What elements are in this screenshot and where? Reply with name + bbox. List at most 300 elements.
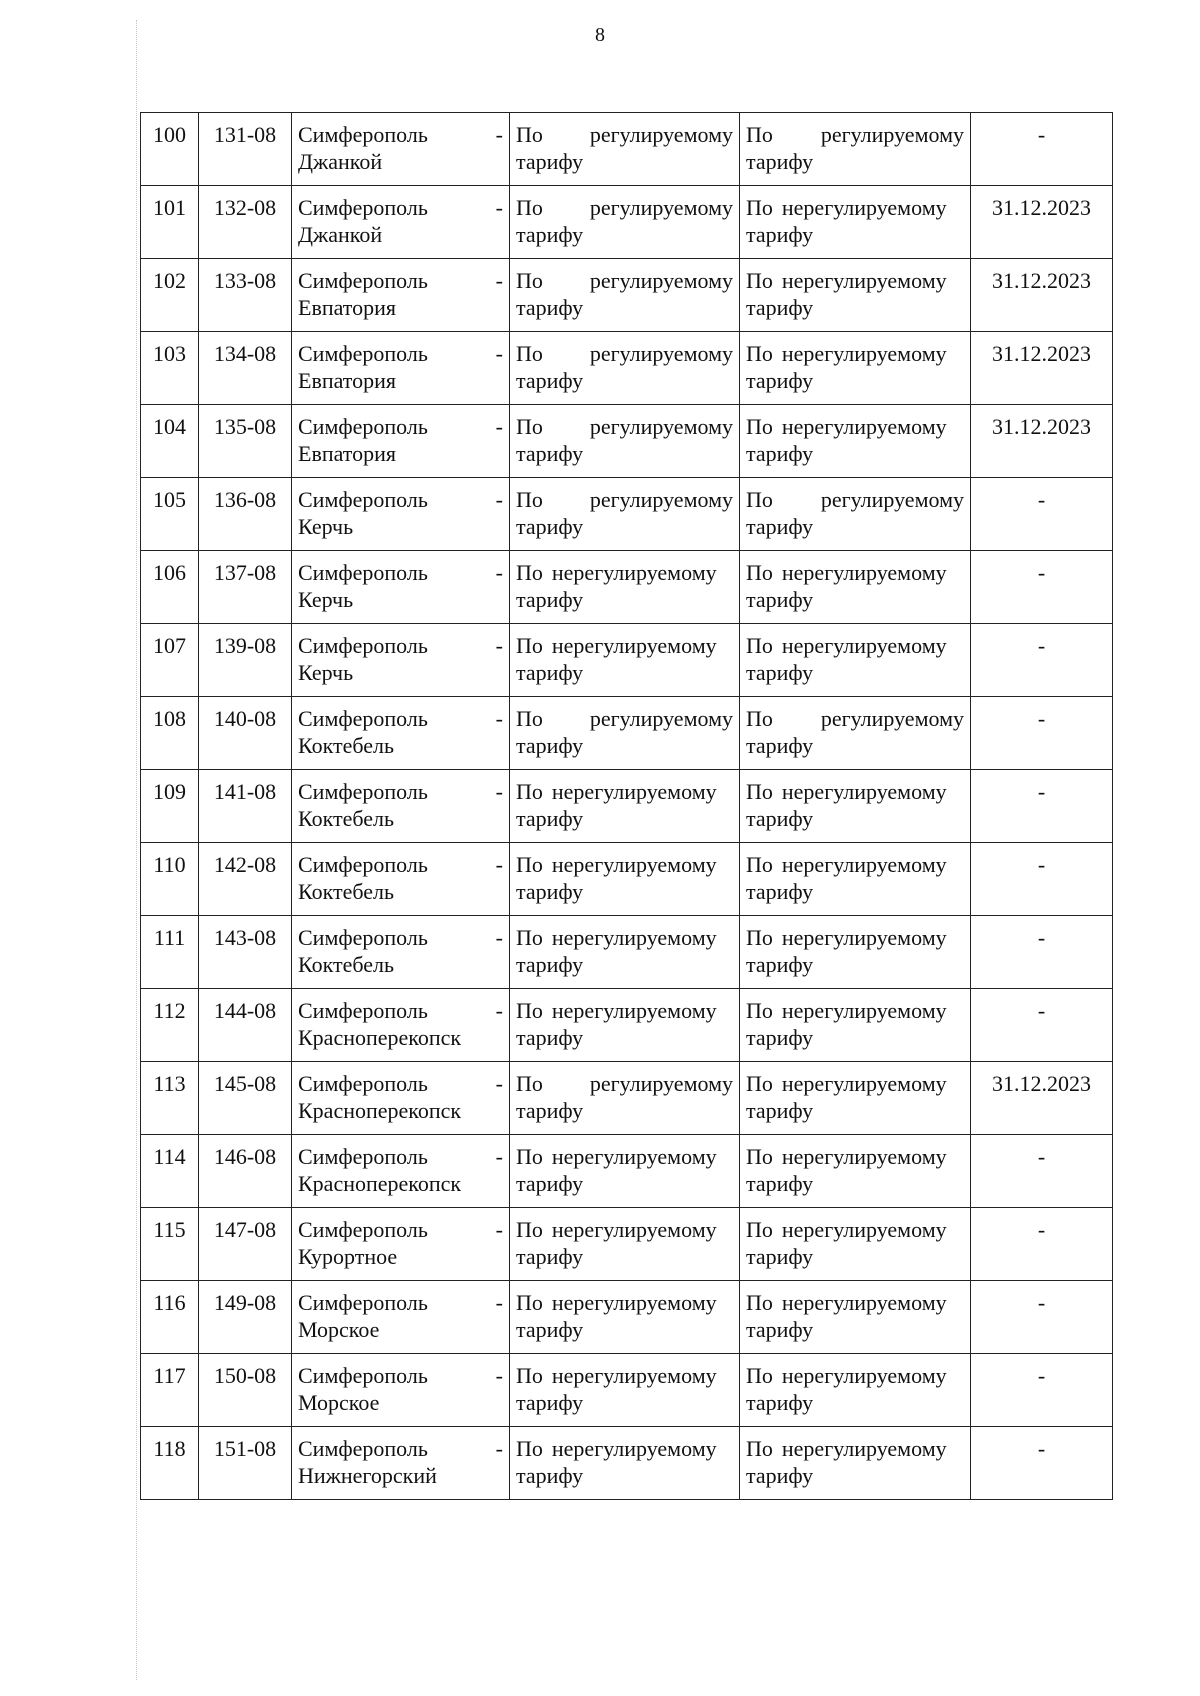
end-date: - [1037, 1436, 1046, 1461]
row-number-cell [141, 989, 199, 1062]
tariff-word: По [746, 706, 773, 731]
route-code: 144-08 [213, 998, 277, 1023]
tariff-tail: тарифу [746, 514, 814, 539]
route-from: Симферополь [298, 1144, 428, 1169]
row-number-cell [141, 1281, 199, 1354]
route-to: Морское [298, 1390, 380, 1415]
tariff-kind: нерегулируемому [551, 1144, 717, 1169]
end-date: 31.12.2023 [992, 1071, 1091, 1096]
route-code: 151-08 [213, 1436, 277, 1461]
row-number: 105 [153, 487, 186, 512]
tariff-kind: нерегулируемому [781, 195, 947, 220]
row-number-cell [141, 1354, 199, 1427]
route-code: 140-08 [213, 706, 277, 731]
route-from: Симферополь [298, 268, 428, 293]
route-code-cell [199, 332, 292, 405]
table-row [141, 697, 1113, 770]
end-date: - [1037, 779, 1046, 804]
route-dash: - [495, 1071, 503, 1096]
end-date-cell [971, 259, 1113, 332]
route-from: Симферополь [298, 852, 428, 877]
tariff-type-2-cell [740, 405, 971, 478]
end-date: - [1037, 122, 1046, 147]
tariff-type-2-cell [740, 259, 971, 332]
tariff-kind: регулируемому [589, 341, 733, 366]
end-date: - [1037, 1363, 1046, 1388]
tariff-kind: регулируемому [589, 268, 733, 293]
row-number: 118 [153, 1436, 186, 1461]
tariff-tail: тарифу [746, 295, 814, 320]
tariff-tail: тарифу [746, 733, 814, 758]
route-code: 149-08 [213, 1290, 277, 1315]
tariff-tail: тарифу [516, 952, 584, 977]
route-dash: - [495, 1436, 503, 1461]
tariff-type-2-cell [740, 332, 971, 405]
tariff-kind: нерегулируемому [781, 268, 947, 293]
tariff-tail: тарифу [746, 879, 814, 904]
tariff-word: По [746, 998, 773, 1023]
tariff-word: По [516, 1217, 543, 1242]
row-number: 110 [153, 852, 186, 877]
tariff-type-2-cell [740, 989, 971, 1062]
tariff-word: По [746, 341, 773, 366]
tariff-tail: тарифу [516, 660, 584, 685]
tariff-kind: нерегулируемому [781, 1071, 947, 1096]
route-to: Коктебель [298, 733, 395, 758]
row-number-cell [141, 916, 199, 989]
route-code: 146-08 [213, 1144, 277, 1169]
tariff-kind: нерегулируемому [781, 414, 947, 439]
tariff-word: По [516, 414, 543, 439]
tariff-word: По [516, 341, 543, 366]
tariff-type-2-cell [740, 1427, 971, 1500]
table-row [141, 1135, 1113, 1208]
table-row [141, 843, 1113, 916]
tariff-tail: тарифу [746, 1390, 814, 1415]
route-to: Красноперекопск [298, 1171, 462, 1196]
tariff-type-1-cell [510, 1354, 740, 1427]
route-code: 139-08 [213, 633, 277, 658]
tariff-type-1-cell [510, 1281, 740, 1354]
tariff-type-1-cell [510, 113, 740, 186]
row-number-cell [141, 478, 199, 551]
tariff-tail: тарифу [746, 1171, 814, 1196]
page-number: 8 [595, 24, 605, 46]
table-row [141, 1062, 1113, 1135]
end-date: - [1037, 706, 1046, 731]
row-number-cell [141, 405, 199, 478]
tariff-tail: тарифу [746, 222, 814, 247]
tariff-kind: нерегулируемому [551, 998, 717, 1023]
end-date-cell [971, 478, 1113, 551]
row-number-cell [141, 624, 199, 697]
route-from: Симферополь [298, 560, 428, 585]
row-number: 104 [153, 414, 186, 439]
tariff-type-1-cell [510, 1062, 740, 1135]
route-dash: - [495, 925, 503, 950]
end-date-cell [971, 551, 1113, 624]
tariff-tail: тарифу [516, 1098, 584, 1123]
route-name-cell [292, 697, 510, 770]
route-code: 150-08 [213, 1363, 277, 1388]
end-date: - [1037, 1144, 1046, 1169]
route-name-cell [292, 1135, 510, 1208]
tariff-word: По [746, 560, 773, 585]
route-dash: - [495, 1144, 503, 1169]
tariff-kind: нерегулируемому [551, 852, 717, 877]
end-date-cell [971, 332, 1113, 405]
end-date-cell [971, 113, 1113, 186]
route-to: Керчь [298, 660, 354, 685]
route-code-cell [199, 405, 292, 478]
tariff-word: По [516, 852, 543, 877]
tariff-word: По [516, 1071, 543, 1096]
route-code-cell [199, 697, 292, 770]
route-name-cell [292, 1281, 510, 1354]
end-date: - [1037, 633, 1046, 658]
end-date: - [1037, 1290, 1046, 1315]
tariff-word: По [746, 779, 773, 804]
tariff-kind: нерегулируемому [551, 1436, 717, 1461]
route-code-cell [199, 1135, 292, 1208]
end-date-cell [971, 989, 1113, 1062]
route-from: Симферополь [298, 1290, 428, 1315]
tariff-word: По [746, 122, 773, 147]
tariff-word: По [746, 633, 773, 658]
route-code-cell [199, 259, 292, 332]
table-row [141, 113, 1113, 186]
tariff-tail: тарифу [516, 368, 584, 393]
tariff-word: По [516, 633, 543, 658]
route-to: Керчь [298, 587, 354, 612]
table-row [141, 186, 1113, 259]
route-code-cell [199, 186, 292, 259]
route-code: 131-08 [213, 122, 277, 147]
route-dash: - [495, 122, 503, 147]
route-from: Симферополь [298, 925, 428, 950]
tariff-tail: тарифу [746, 1463, 814, 1488]
route-dash: - [495, 1290, 503, 1315]
table-row [141, 1208, 1113, 1281]
route-code-cell [199, 1281, 292, 1354]
tariff-type-2-cell [740, 624, 971, 697]
route-from: Симферополь [298, 1217, 428, 1242]
tariff-tail: тарифу [746, 368, 814, 393]
route-name-cell [292, 1062, 510, 1135]
table-row [141, 770, 1113, 843]
tariff-type-2-cell [740, 916, 971, 989]
route-from: Симферополь [298, 487, 428, 512]
tariff-type-1-cell [510, 843, 740, 916]
end-date-cell [971, 1135, 1113, 1208]
row-number-cell [141, 697, 199, 770]
end-date: 31.12.2023 [992, 195, 1091, 220]
route-name-cell [292, 624, 510, 697]
row-number-cell [141, 1062, 199, 1135]
tariff-kind: нерегулируемому [781, 1436, 947, 1461]
row-number-cell [141, 843, 199, 916]
route-to: Красноперекопск [298, 1098, 462, 1123]
route-to: Нижнегорский [298, 1463, 437, 1488]
tariff-tail: тарифу [516, 149, 584, 174]
end-date-cell [971, 770, 1113, 843]
tariff-type-2-cell [740, 770, 971, 843]
tariff-type-1-cell [510, 405, 740, 478]
tariff-kind: регулируемому [589, 1071, 733, 1096]
tariff-type-1-cell [510, 989, 740, 1062]
route-to: Джанкой [298, 149, 383, 174]
route-dash: - [495, 341, 503, 366]
end-date: - [1037, 487, 1046, 512]
row-number: 117 [153, 1363, 186, 1388]
tariff-tail: тарифу [516, 514, 584, 539]
route-from: Симферополь [298, 779, 428, 804]
route-code: 133-08 [213, 268, 277, 293]
route-name-cell [292, 332, 510, 405]
route-name-cell [292, 259, 510, 332]
row-number-cell [141, 259, 199, 332]
routes-table [140, 112, 1113, 1500]
route-from: Симферополь [298, 1363, 428, 1388]
route-from: Симферополь [298, 1071, 428, 1096]
route-code-cell [199, 916, 292, 989]
row-number: 115 [153, 1217, 186, 1242]
tariff-word: По [746, 414, 773, 439]
tariff-tail: тарифу [746, 1025, 814, 1050]
tariff-word: По [516, 998, 543, 1023]
end-date-cell [971, 916, 1113, 989]
end-date-cell [971, 1354, 1113, 1427]
route-name-cell [292, 1427, 510, 1500]
route-from: Симферополь [298, 341, 428, 366]
tariff-tail: тарифу [746, 587, 814, 612]
tariff-tail: тарифу [516, 1171, 584, 1196]
route-code-cell [199, 1427, 292, 1500]
tariff-type-2-cell [740, 697, 971, 770]
route-to: Коктебель [298, 879, 395, 904]
table-row [141, 478, 1113, 551]
row-number-cell [141, 770, 199, 843]
tariff-word: По [516, 560, 543, 585]
tariff-word: По [516, 268, 543, 293]
tariff-type-1-cell [510, 697, 740, 770]
end-date-cell [971, 624, 1113, 697]
tariff-type-1-cell [510, 332, 740, 405]
tariff-kind: нерегулируемому [551, 925, 717, 950]
tariff-type-2-cell [740, 551, 971, 624]
scan-edge-line [136, 20, 137, 1680]
table-row [141, 405, 1113, 478]
tariff-word: По [746, 1144, 773, 1169]
route-name-cell [292, 1208, 510, 1281]
end-date-cell [971, 1427, 1113, 1500]
route-code-cell [199, 989, 292, 1062]
tariff-type-1-cell [510, 186, 740, 259]
end-date: 31.12.2023 [992, 414, 1091, 439]
tariff-kind: нерегулируемому [551, 1363, 717, 1388]
route-from: Симферополь [298, 633, 428, 658]
tariff-word: По [746, 925, 773, 950]
route-to: Керчь [298, 514, 354, 539]
route-name-cell [292, 770, 510, 843]
end-date: 31.12.2023 [992, 341, 1091, 366]
route-name-cell [292, 916, 510, 989]
tariff-word: По [746, 1436, 773, 1461]
route-code-cell [199, 1208, 292, 1281]
tariff-type-1-cell [510, 551, 740, 624]
end-date-cell [971, 697, 1113, 770]
tariff-tail: тарифу [746, 952, 814, 977]
row-number: 108 [153, 706, 186, 731]
end-date: - [1037, 925, 1046, 950]
tariff-kind: нерегулируемому [781, 1363, 947, 1388]
row-number-cell [141, 113, 199, 186]
route-name-cell [292, 551, 510, 624]
row-number-cell [141, 551, 199, 624]
tariff-type-2-cell [740, 113, 971, 186]
row-number: 109 [153, 779, 186, 804]
row-number: 102 [153, 268, 186, 293]
route-to: Евпатория [298, 368, 397, 393]
route-dash: - [495, 195, 503, 220]
end-date-cell [971, 186, 1113, 259]
tariff-kind: нерегулируемому [781, 560, 947, 585]
end-date: - [1037, 560, 1046, 585]
table-row [141, 332, 1113, 405]
tariff-kind: регулируемому [589, 195, 733, 220]
tariff-word: По [746, 268, 773, 293]
tariff-kind: регулируемому [589, 706, 733, 731]
tariff-tail: тарифу [746, 1244, 814, 1269]
route-from: Симферополь [298, 122, 428, 147]
tariff-word: По [746, 1217, 773, 1242]
table-row [141, 1427, 1113, 1500]
tariff-tail: тарифу [516, 1390, 584, 1415]
row-number: 101 [153, 195, 186, 220]
table-row [141, 624, 1113, 697]
tariff-tail: тарифу [516, 295, 584, 320]
tariff-kind: регулируемому [820, 122, 964, 147]
route-code: 135-08 [213, 414, 277, 439]
route-dash: - [495, 268, 503, 293]
end-date: - [1037, 998, 1046, 1023]
tariff-word: По [516, 487, 543, 512]
route-from: Симферополь [298, 998, 428, 1023]
route-code-cell [199, 1062, 292, 1135]
tariff-type-1-cell [510, 1208, 740, 1281]
row-number-cell [141, 1135, 199, 1208]
tariff-tail: тарифу [746, 441, 814, 466]
tariff-tail: тарифу [516, 1025, 584, 1050]
tariff-type-1-cell [510, 1135, 740, 1208]
tariff-kind: нерегулируемому [781, 998, 947, 1023]
end-date: - [1037, 1217, 1046, 1242]
tariff-type-1-cell [510, 1427, 740, 1500]
route-code: 145-08 [213, 1071, 277, 1096]
tariff-kind: нерегулируемому [551, 1217, 717, 1242]
tariff-word: По [746, 852, 773, 877]
table-row [141, 916, 1113, 989]
route-to: Евпатория [298, 295, 397, 320]
route-dash: - [495, 779, 503, 804]
route-code-cell [199, 843, 292, 916]
row-number: 100 [153, 122, 186, 147]
tariff-type-2-cell [740, 478, 971, 551]
row-number: 116 [153, 1290, 186, 1315]
tariff-kind: нерегулируемому [781, 1217, 947, 1242]
route-to: Коктебель [298, 806, 395, 831]
route-name-cell [292, 186, 510, 259]
end-date-cell [971, 1062, 1113, 1135]
route-from: Симферополь [298, 706, 428, 731]
tariff-tail: тарифу [516, 806, 584, 831]
row-number: 112 [153, 998, 186, 1023]
tariff-word: По [746, 1363, 773, 1388]
tariff-tail: тарифу [516, 733, 584, 758]
end-date: - [1037, 852, 1046, 877]
tariff-type-1-cell [510, 916, 740, 989]
route-to: Джанкой [298, 222, 383, 247]
tariff-type-1-cell [510, 770, 740, 843]
end-date-cell [971, 1208, 1113, 1281]
tariff-kind: нерегулируемому [781, 852, 947, 877]
route-code: 136-08 [213, 487, 277, 512]
tariff-kind: нерегулируемому [781, 1290, 947, 1315]
tariff-kind: нерегулируемому [781, 925, 947, 950]
tariff-tail: тарифу [516, 1244, 584, 1269]
route-name-cell [292, 113, 510, 186]
table-row [141, 1354, 1113, 1427]
tariff-type-2-cell [740, 186, 971, 259]
tariff-word: По [746, 1290, 773, 1315]
tariff-type-2-cell [740, 843, 971, 916]
tariff-word: По [746, 195, 773, 220]
row-number-cell [141, 332, 199, 405]
row-number: 106 [153, 560, 186, 585]
tariff-kind: нерегулируемому [551, 1290, 717, 1315]
route-code: 142-08 [213, 852, 277, 877]
route-to: Курортное [298, 1244, 398, 1269]
tariff-word: По [746, 487, 773, 512]
end-date-cell [971, 843, 1113, 916]
tariff-word: По [516, 779, 543, 804]
route-code: 141-08 [213, 779, 277, 804]
tariff-tail: тарифу [746, 660, 814, 685]
route-to: Евпатория [298, 441, 397, 466]
route-code-cell [199, 478, 292, 551]
tariff-type-2-cell [740, 1281, 971, 1354]
tariff-kind: регулируемому [589, 487, 733, 512]
route-dash: - [495, 998, 503, 1023]
route-code-cell [199, 113, 292, 186]
tariff-tail: тарифу [516, 222, 584, 247]
tariff-kind: нерегулируемому [781, 779, 947, 804]
route-name-cell [292, 478, 510, 551]
route-dash: - [495, 633, 503, 658]
row-number: 114 [153, 1144, 186, 1169]
row-number: 107 [153, 633, 186, 658]
route-code-cell [199, 551, 292, 624]
tariff-word: По [516, 1436, 543, 1461]
tariff-tail: тарифу [746, 1098, 814, 1123]
tariff-word: По [516, 1290, 543, 1315]
tariff-tail: тарифу [516, 1317, 584, 1342]
row-number-cell [141, 1208, 199, 1281]
table-row [141, 259, 1113, 332]
tariff-kind: нерегулируемому [551, 633, 717, 658]
route-dash: - [495, 560, 503, 585]
tariff-tail: тарифу [516, 587, 584, 612]
